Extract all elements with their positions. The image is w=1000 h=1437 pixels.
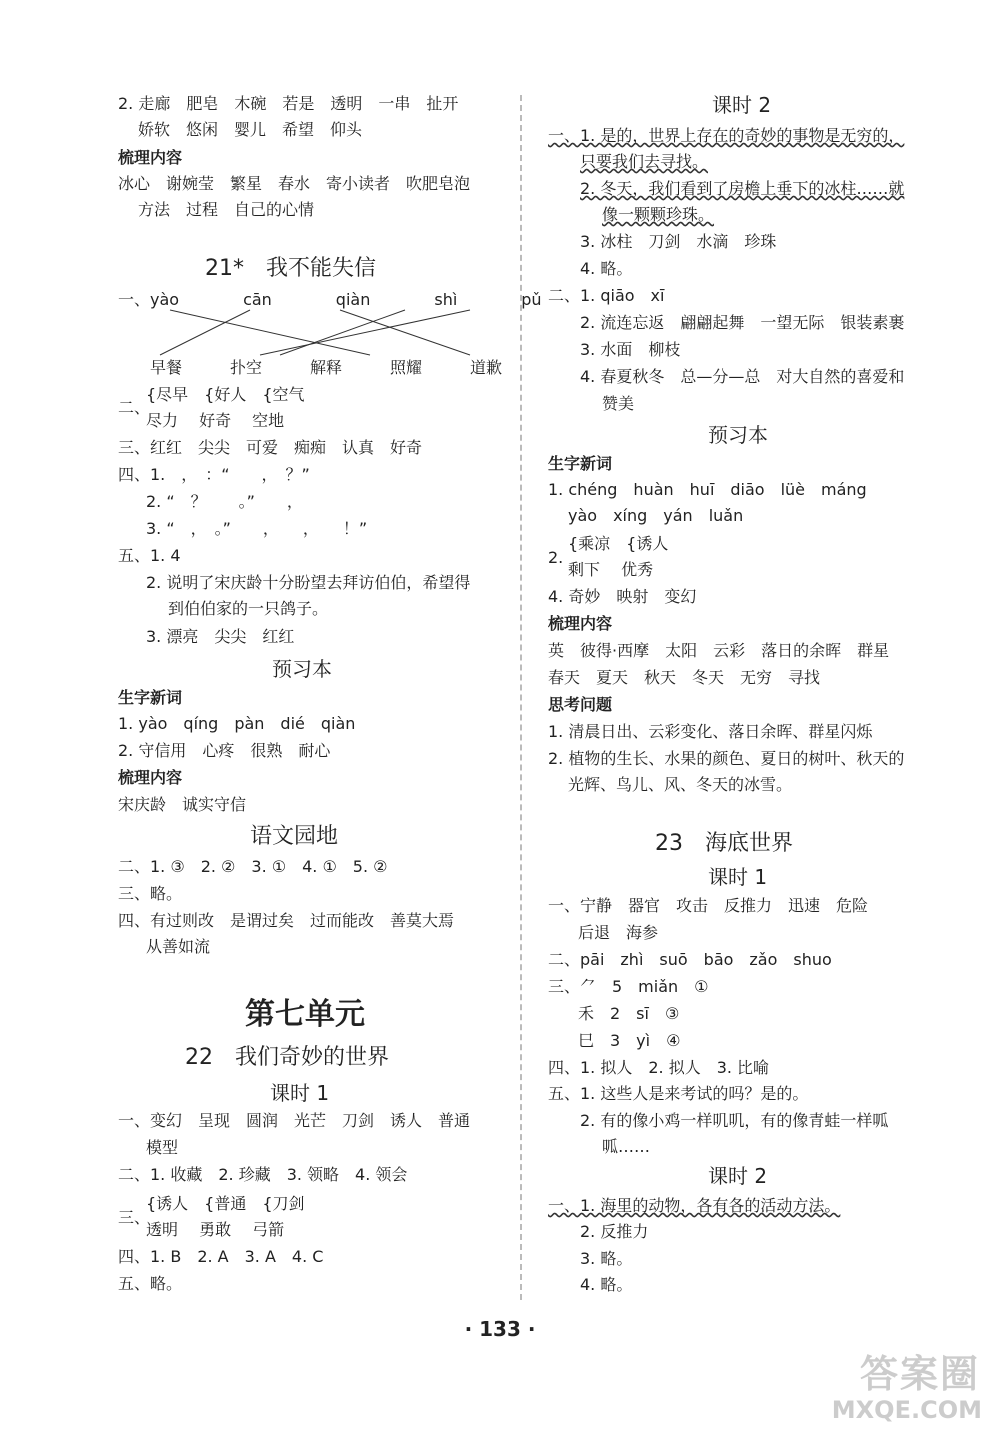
answer-line: 3. 漂亮 尖尖 红红: [146, 627, 295, 646]
answer-line: 2. 植物的生长、水果的颜色、夏日的树叶、秋天的: [548, 749, 905, 768]
answer-line: 2. 有的像小鸡一样叽叽，有的像青蛙一样呱: [580, 1111, 889, 1130]
subsection-label: 梳理内容: [118, 148, 183, 167]
answer-line: 二、1. ③ 2. ② 3. ① 4. ① 5. ②: [118, 857, 388, 876]
answer-line: 二、1. qiāo xī: [548, 286, 665, 305]
answer-line: {诱人 {普通 {刀剑: [146, 1194, 305, 1213]
watermark: [810, 1352, 990, 1432]
answer-line: 禾 2 sī ③: [578, 1004, 680, 1023]
answer-line: 五、1. 4: [118, 546, 181, 565]
answer-line: 娇软 悠闲 婴儿 希望 仰头: [138, 120, 363, 139]
watermark-url: MXQE.COM: [831, 1396, 982, 1424]
match-line: [260, 310, 470, 355]
answer-line: 呱……: [602, 1137, 651, 1156]
answer-line: 4. 略。: [580, 259, 633, 278]
answer-line: 四、有过则改 是谓过矣 过而能改 善莫大焉: [118, 911, 455, 930]
subsection-label: 生字新词: [118, 688, 183, 707]
column-divider: [520, 95, 522, 1300]
answer-line: 三、略。: [118, 884, 183, 903]
answer-line: 四、1. ， ：“ ， ？”: [118, 465, 310, 484]
answer-line: 一、变幻 呈现 圆润 光芒 刀剑 诱人 普通: [118, 1111, 471, 1130]
matching-lines: [140, 305, 500, 365]
answer-line: 像一颗颗珍珠。: [602, 205, 715, 224]
match-line: [280, 310, 405, 355]
answer-line: 1. 清晨日出、云彩变化、落日余晖、群星闪烁: [548, 722, 873, 741]
match-line: [160, 310, 250, 355]
answer-line: 后退 海参: [578, 923, 659, 942]
section-heading: 预习本: [272, 657, 332, 681]
answer-line: 模型: [146, 1138, 179, 1157]
answer-line: 二、pāi zhì suō bāo zǎo shuo: [548, 950, 832, 969]
answer-line: 3. 略。: [580, 1249, 633, 1268]
answer-line: 3. 冰柱 刀剑 水滴 珍珠: [580, 232, 777, 251]
subsection-label: 思考问题: [548, 695, 613, 714]
answer-line: 尽力 好奇 空地: [146, 411, 285, 430]
match-line: [170, 310, 370, 355]
answer-line: 方法 过程 自己的心情: [138, 200, 315, 219]
subsection-label: 梳理内容: [118, 768, 183, 787]
answer-line: 一、yào cān qiàn shì pǔ: [118, 290, 542, 309]
match-line: [340, 310, 470, 355]
answer-line: 2. 守信用 心疼 很熟 耐心: [118, 741, 331, 760]
answer-line: 剩下 优秀: [568, 560, 654, 579]
watermark-logo-text: 答案圈: [859, 1352, 980, 1396]
answer-line: 冰心 谢婉莹 繁星 春水 寄小读者 吹肥皂泡: [118, 174, 471, 193]
answer-line: 2. 流连忘返 翩翩起舞 一望无际 银装素裹: [580, 313, 905, 332]
page-number: · 133 ·: [464, 1317, 536, 1341]
answer-line: 春天 夏天 秋天 冬天 无穷 寻找: [548, 668, 821, 687]
answer-line: 到伯伯家的一只鸽子。: [168, 599, 329, 618]
answer-line: 一、1. 海里的动物，各有各的活动方法。: [548, 1196, 841, 1215]
answer-line: 一、1. 是的，世界上存在的奇妙的事物是无穷的，: [548, 126, 905, 145]
answer-line: 巳 3 yì ④: [578, 1031, 681, 1050]
answer-line: 1. chéng huàn huī diāo lüè máng: [548, 480, 867, 499]
answer-line: 光辉、鸟儿、风、冬天的冰雪。: [568, 775, 793, 794]
answer-line: 赞美: [602, 394, 635, 413]
answer-line: 四、1. B 2. A 3. A 4. C: [118, 1247, 324, 1266]
answer-line: 2. “ ？ 。” ，: [146, 492, 303, 511]
answer-line: 只要我们去寻找。: [580, 152, 709, 171]
answer-line: 2. 冬天，我们看到了房檐上垂下的冰柱……就: [580, 179, 905, 198]
answer-line: 五、略。: [118, 1274, 183, 1293]
section-heading: 课时 2: [708, 1164, 768, 1188]
answer-line: 2. 说明了宋庆龄十分盼望去拜访伯伯，希望得: [146, 573, 471, 592]
section-heading: 课时 2: [712, 93, 772, 117]
section-heading: 语文园地: [250, 824, 339, 849]
section-heading: 21* 我不能失信: [205, 256, 376, 281]
answer-line: 4. 略。: [580, 1275, 633, 1294]
answer-line: 四、1. 拟人 2. 拟人 3. 比喻: [548, 1058, 770, 1077]
answer-line: yào xíng yán luǎn: [568, 506, 744, 525]
answer-line: 1. yào qíng pàn dié qiàn: [118, 714, 356, 733]
answer-line: 3. 水面 柳枝: [580, 340, 681, 359]
answer-line: {乘凉 {诱人: [568, 534, 669, 553]
answer-line: 英 彼得·西摩 太阳 云彩 落日的余晖 群星: [548, 641, 890, 660]
answer-line: 2. 反推力: [580, 1222, 649, 1241]
subsection-label: 生字新词: [548, 454, 613, 473]
section-heading: 课时 1: [708, 865, 768, 889]
answer-line: 4. 奇妙 映射 变幻: [548, 587, 697, 606]
answer-line: 3. “ ， 。” ， ， ！”: [146, 519, 368, 538]
section-heading: 23 海底世界: [655, 831, 793, 856]
answer-line: 2.: [548, 548, 564, 567]
subsection-label: 梳理内容: [548, 614, 613, 633]
answer-line: 早餐 扑空 解释 照耀 道歉: [150, 358, 503, 377]
answer-line: 三、红红 尖尖 可爱 痴痴 认真 好奇: [118, 438, 423, 457]
answer-line: {尽早 {好人 {空气: [146, 385, 305, 404]
answer-line: 三、: [118, 1208, 151, 1227]
answer-line: 宋庆龄 诚实守信: [118, 795, 247, 814]
answer-line: 4. 春夏秋冬 总—分—总 对大自然的喜爱和: [580, 367, 905, 386]
section-heading: 课时 1: [270, 1081, 330, 1105]
answer-line: 五、1. 这些人是来考试的吗？是的。: [548, 1084, 809, 1103]
answer-line: 二、: [118, 398, 151, 417]
answer-line: 2. 走廊 肥皂 木碗 若是 透明 一串 扯开: [118, 94, 459, 113]
answer-line: 一、宁静 器官 攻击 反推力 迅速 危险: [548, 896, 869, 915]
answer-line: 三、⺈ 5 miǎn ①: [548, 977, 709, 996]
section-heading: 第七单元: [245, 997, 365, 1032]
section-heading: 22 我们奇妙的世界: [185, 1045, 389, 1070]
section-heading: 预习本: [708, 423, 768, 447]
answer-line: 从善如流: [146, 937, 211, 956]
answer-line: 二、1. 收藏 2. 珍藏 3. 领略 4. 领会: [118, 1165, 408, 1184]
answer-line: 透明 勇敢 弓箭: [146, 1220, 285, 1239]
